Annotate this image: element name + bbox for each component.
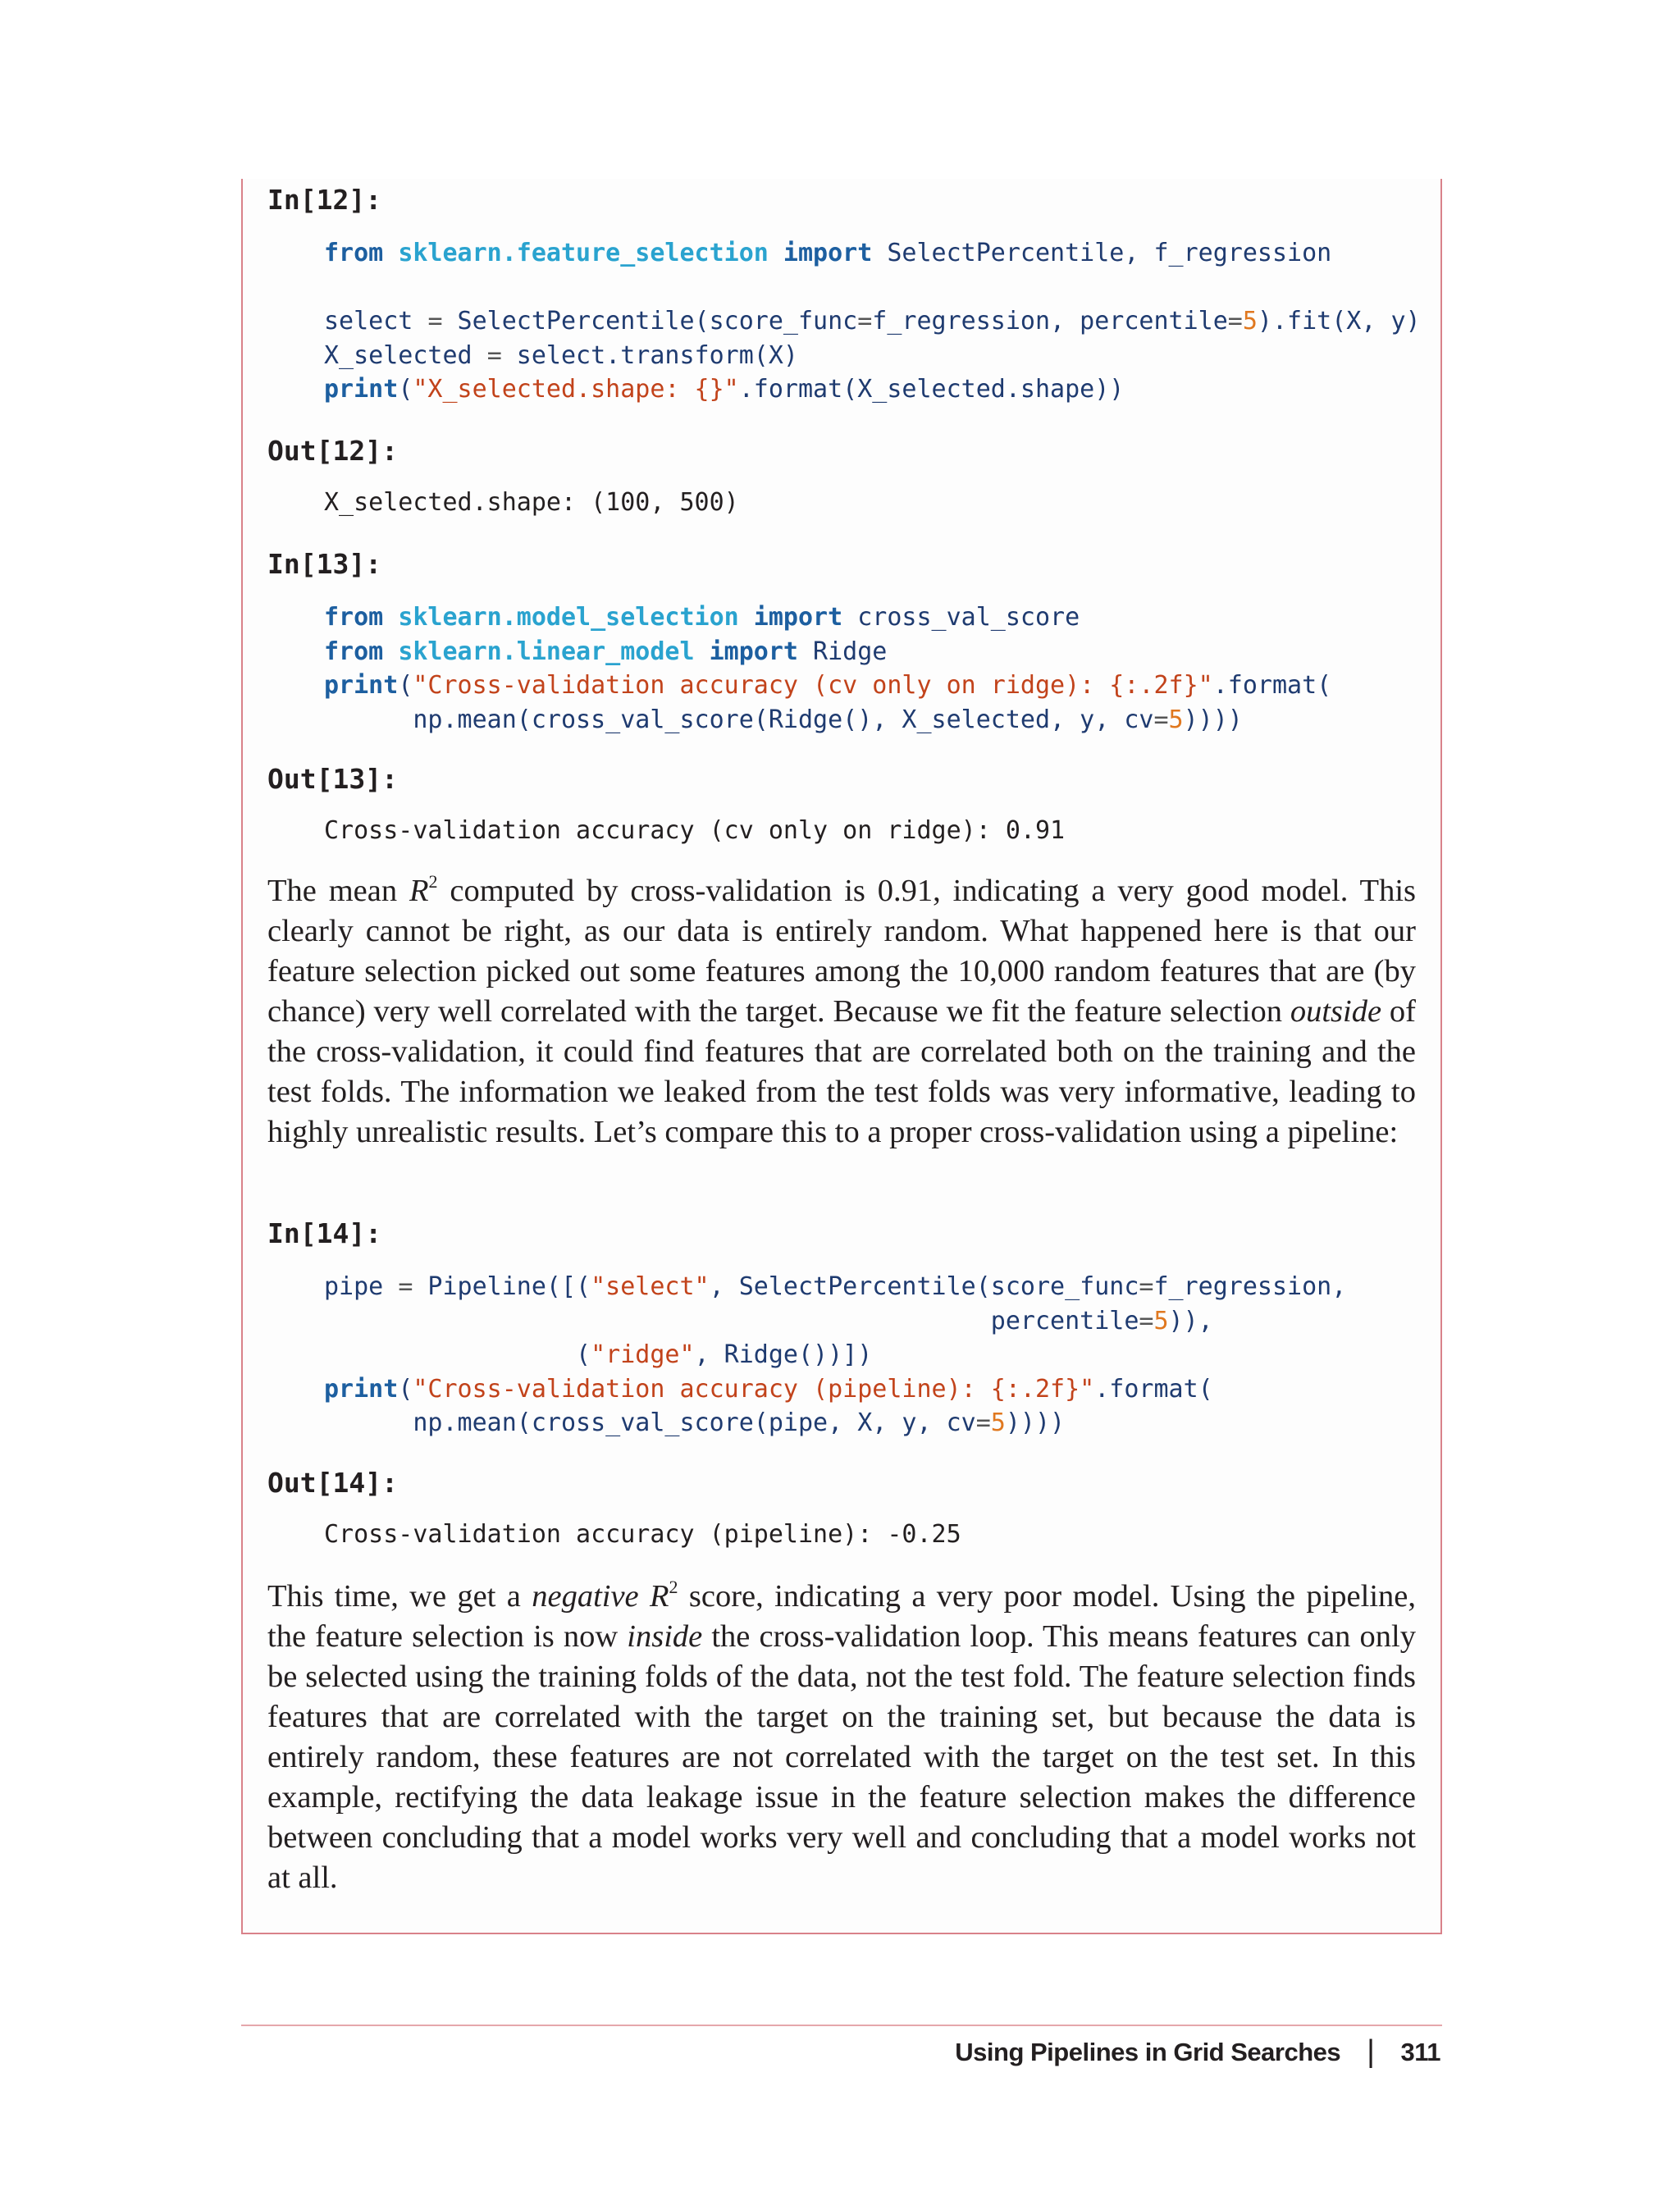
code-line: from sklearn.model_selection import cross_val_score: [324, 603, 1080, 632]
output-text: Cross-validation accuracy (cv only on ridge): 0.91: [324, 816, 1066, 845]
output-text: Cross-validation accuracy (pipeline): -0.25: [324, 1520, 961, 1549]
emphasis: negative: [532, 1579, 639, 1614]
output-prompt: Out[14]:: [267, 1467, 398, 1499]
r-symbol: R: [650, 1579, 669, 1614]
running-section-title: Using Pipelines in Grid Searches: [955, 2037, 1341, 2066]
cell-out12: [267, 433, 1416, 520]
cell-out14: [267, 1465, 1416, 1552]
output-prompt: Out[13]:: [267, 763, 398, 795]
footer-separator: |: [1367, 2034, 1375, 2069]
code-line: [324, 271, 1416, 305]
footer-rule: [241, 2025, 1442, 2026]
superscript: 2: [428, 871, 438, 892]
code-block-in12: [267, 236, 1421, 407]
code-line: from sklearn.feature_selection import SelectPercentile, f_regression: [324, 239, 1332, 267]
code-block-in14: [267, 1270, 1416, 1440]
text-run: computed by cross-validation is 0.91, indicating a very good model. This clearly cannot be right, as our data is entirely random. What happened here is that our feature selection picked out some features among the 10,000 random features that are (by chance) very well correlated with the target. Because we fit the feature selection: [267, 874, 1416, 1029]
code-line: from sklearn.linear_model import Ridge: [324, 637, 888, 666]
input-prompt: In[13]:: [267, 548, 382, 580]
page-footer: [955, 2034, 1440, 2070]
code-line: np.mean(cross_val_score(Ridge(), X_selected, y, cv=5)))): [324, 705, 1243, 734]
code-line: np.mean(cross_val_score(pipe, X, y, cv=5)))): [324, 1408, 1066, 1437]
code-line: print("Cross-validation accuracy (cv only on ridge): {:.2f}".format(: [324, 671, 1332, 700]
code-line: percentile=5)),: [324, 1306, 1213, 1335]
output-text: X_selected.shape: (100, 500): [324, 488, 739, 517]
input-prompt: In[14]:: [267, 1217, 382, 1249]
superscript: 2: [669, 1577, 678, 1597]
cell-out13: [267, 761, 1416, 848]
code-line: print("Cross-validation accuracy (pipeline): {:.2f}".format(: [324, 1374, 1213, 1404]
text-run: the cross-validation loop. This means features can only be selected using the training folds of the data, not the test fold. The feature selection finds features that are correlated with the target on the training set, but because the data is entirely random, these features are not correlated with the target on the test set. In this example, rectifying the data leakage issue in the feature selection makes the difference between concluding that a model works very well and concluding that a model works not at all.: [267, 1619, 1416, 1895]
text-run: of the cross-validation, it could find features that are correlated both on the training and the test folds. The information we leaked from the test folds was very informative, leading to highly unrealistic results. Let’s compare this to a proper cross-validation using a pipeline:: [267, 994, 1416, 1149]
code-line: print("X_selected.shape: {}".format(X_selected.shape)): [324, 375, 1125, 404]
code-line: pipe = Pipeline([("select", SelectPercentile(score_func=f_regression,: [324, 1272, 1347, 1301]
code-line: select = SelectPercentile(score_func=f_regression, percentile=5).fit(X, y): [324, 307, 1421, 336]
code-block-in13: [267, 600, 1416, 737]
r-symbol: R: [409, 874, 429, 908]
cell-in14: [267, 1216, 1416, 1440]
body-paragraph-2: [267, 1577, 1416, 1898]
cell-in12: [267, 182, 1421, 407]
text-run: The mean: [267, 874, 409, 908]
text-run: score, indicating a very poor model. Using the pipeline, the feature selection is now: [267, 1579, 1417, 1654]
page-number: 311: [1400, 2037, 1440, 2066]
text-run: This time, we get a: [267, 1579, 532, 1614]
input-prompt: In[12]:: [267, 184, 382, 216]
code-line: ("ridge", Ridge())]): [324, 1340, 873, 1369]
cell-in13: [267, 546, 1416, 737]
code-line: X_selected = select.transform(X): [324, 340, 798, 370]
emphasis: inside: [627, 1619, 703, 1654]
output-prompt: Out[12]:: [267, 435, 398, 467]
body-paragraph-1: [267, 871, 1416, 1153]
emphasis: outside: [1290, 994, 1382, 1029]
